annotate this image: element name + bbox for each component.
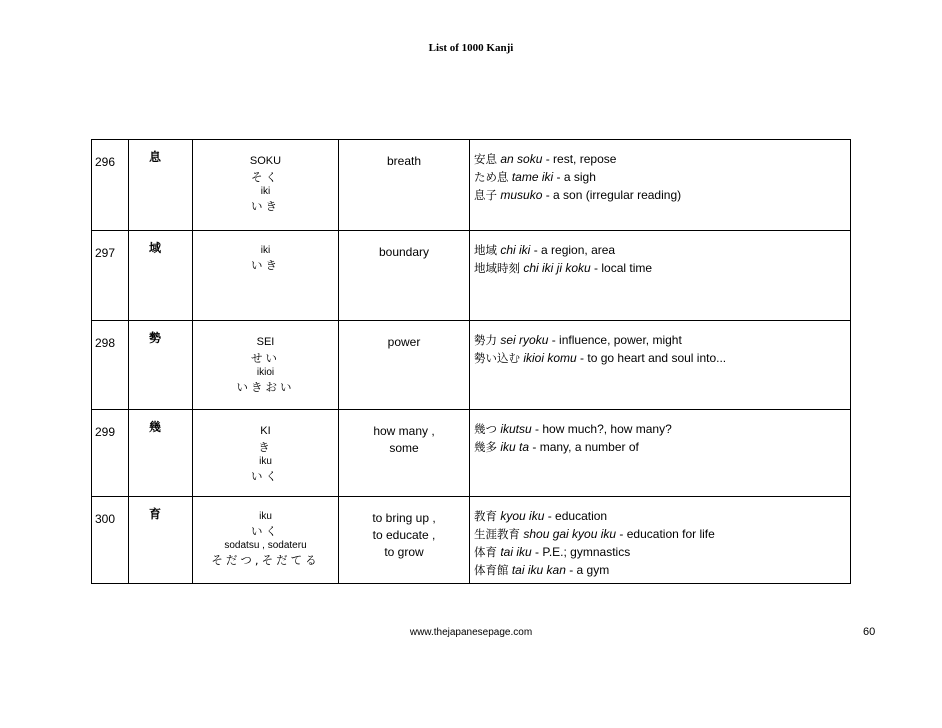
reading-line: そく: [251, 170, 280, 184]
example-meaning: - how much?, how many?: [535, 422, 672, 436]
example-romaji: tame iki: [511, 170, 554, 184]
example-romaji: musuko: [500, 188, 543, 202]
example-romaji: chi iki ji koku: [523, 261, 591, 275]
example-meaning: - education: [547, 509, 608, 523]
example-word: 息子: [474, 188, 497, 202]
example-word: 勢力: [474, 333, 497, 347]
example-romaji: chi iki: [500, 243, 531, 257]
meaning-line: breath: [386, 154, 422, 168]
example-word: 体育: [474, 545, 497, 559]
reading-line: iki: [260, 245, 271, 256]
kanji-table-body: [92, 140, 851, 584]
reading-line: SEI: [256, 336, 275, 348]
example-meaning: - P.E.; gymnastics: [535, 545, 631, 559]
example-word: 体育館: [474, 563, 509, 577]
reading-line: iku: [259, 511, 272, 522]
kanji-number: 298: [92, 321, 129, 410]
reading-line: iku: [259, 456, 272, 467]
kanji-number: 299: [92, 410, 129, 497]
kanji-meaning: [339, 410, 470, 497]
reading-line: いき: [251, 199, 280, 213]
example-meaning: - a gym: [569, 563, 610, 577]
example-romaji: ikioi komu: [523, 351, 577, 365]
kanji-table: [91, 139, 851, 584]
example-line: [474, 561, 850, 579]
example-line: [474, 349, 850, 367]
page-number: 60: [863, 626, 876, 638]
example-word: 幾多: [474, 440, 497, 454]
example-romaji: tai iku: [500, 545, 532, 559]
kanji-examples: [470, 231, 851, 321]
example-word: 幾つ: [474, 422, 497, 436]
kanji-row: [92, 497, 851, 584]
kanji-meaning: [339, 140, 470, 231]
reading-line: いきおい: [236, 380, 295, 394]
example-word: 教育: [474, 509, 497, 523]
kanji-readings: [193, 410, 339, 497]
example-word: 地域: [474, 243, 497, 257]
example-line: [474, 259, 850, 277]
kanji-examples: [470, 410, 851, 497]
example-line: [474, 438, 850, 456]
kanji-row: [92, 321, 851, 410]
example-meaning: - influence, power, might: [551, 333, 682, 347]
reading-line: SOKU: [249, 155, 282, 167]
kanji-number: 296: [92, 140, 129, 231]
example-romaji: iku ta: [500, 440, 530, 454]
kanji-examples: [470, 140, 851, 231]
reading-line: iki: [260, 186, 271, 197]
example-word: 安息: [474, 152, 497, 166]
reading-line: ikioi: [256, 367, 275, 378]
example-line: [474, 420, 850, 438]
example-meaning: - rest, repose: [545, 152, 617, 166]
kanji-character: 息: [129, 140, 193, 231]
kanji-readings: [193, 497, 339, 584]
meaning-line: how many ,: [373, 424, 435, 438]
footer-url[interactable]: www.thejapanesepage.com: [409, 627, 533, 638]
kanji-meaning: [339, 497, 470, 584]
example-line: [474, 186, 850, 204]
kanji-character: 育: [129, 497, 193, 584]
example-line: [474, 525, 850, 543]
example-line: [474, 241, 850, 259]
kanji-character: 勢: [129, 321, 193, 410]
kanji-character: 幾: [129, 410, 193, 497]
example-romaji: an soku: [500, 152, 543, 166]
example-romaji: tai iku kan: [511, 563, 566, 577]
kanji-meaning: [339, 231, 470, 321]
kanji-number: 300: [92, 497, 129, 584]
kanji-row: [92, 410, 851, 497]
example-romaji: kyou iku: [500, 509, 545, 523]
example-meaning: - many, a number of: [532, 440, 639, 454]
example-word: ため息: [474, 170, 509, 184]
meaning-line: boundary: [378, 245, 430, 259]
kanji-examples: [470, 497, 851, 584]
example-romaji: sei ryoku: [500, 333, 549, 347]
example-word: 生涯教育: [474, 527, 520, 541]
kanji-character: 域: [129, 231, 193, 321]
kanji-examples: [470, 321, 851, 410]
meaning-line: to educate ,: [372, 528, 436, 542]
kanji-readings: [193, 321, 339, 410]
example-line: [474, 331, 850, 349]
example-meaning: - education for life: [619, 527, 715, 541]
example-meaning: - local time: [594, 261, 653, 275]
meaning-line: to bring up ,: [372, 511, 436, 525]
meaning-line: some: [389, 441, 419, 455]
meaning-line: to grow: [384, 545, 424, 559]
example-meaning: - a son (irregular reading): [545, 188, 682, 202]
meaning-line: power: [387, 335, 421, 349]
example-meaning: - a sigh: [556, 170, 596, 184]
kanji-number: 297: [92, 231, 129, 321]
example-word: 勢い込む: [474, 351, 520, 365]
example-romaji: ikutsu: [500, 422, 532, 436]
reading-line: KI: [260, 425, 271, 437]
reading-line: いく: [251, 524, 280, 538]
kanji-row: [92, 140, 851, 231]
reading-line: せい: [251, 351, 280, 365]
example-line: [474, 150, 850, 168]
page-title: List of 1000 Kanji: [428, 42, 514, 54]
example-meaning: - to go heart and soul into...: [580, 351, 727, 365]
reading-line: いく: [251, 469, 280, 483]
kanji-readings: [193, 231, 339, 321]
kanji-row: [92, 231, 851, 321]
reading-line: いき: [251, 258, 280, 272]
example-line: [474, 543, 850, 561]
kanji-meaning: [339, 321, 470, 410]
example-word: 地域時刻: [474, 261, 520, 275]
reading-line: き: [258, 440, 273, 454]
example-romaji: shou gai kyou iku: [523, 527, 617, 541]
reading-line: sodatsu , sodateru: [224, 540, 307, 551]
example-meaning: - a region, area: [533, 243, 616, 257]
example-line: [474, 168, 850, 186]
example-line: [474, 507, 850, 525]
reading-line: そだつ,そだてる: [211, 553, 320, 567]
kanji-readings: [193, 140, 339, 231]
